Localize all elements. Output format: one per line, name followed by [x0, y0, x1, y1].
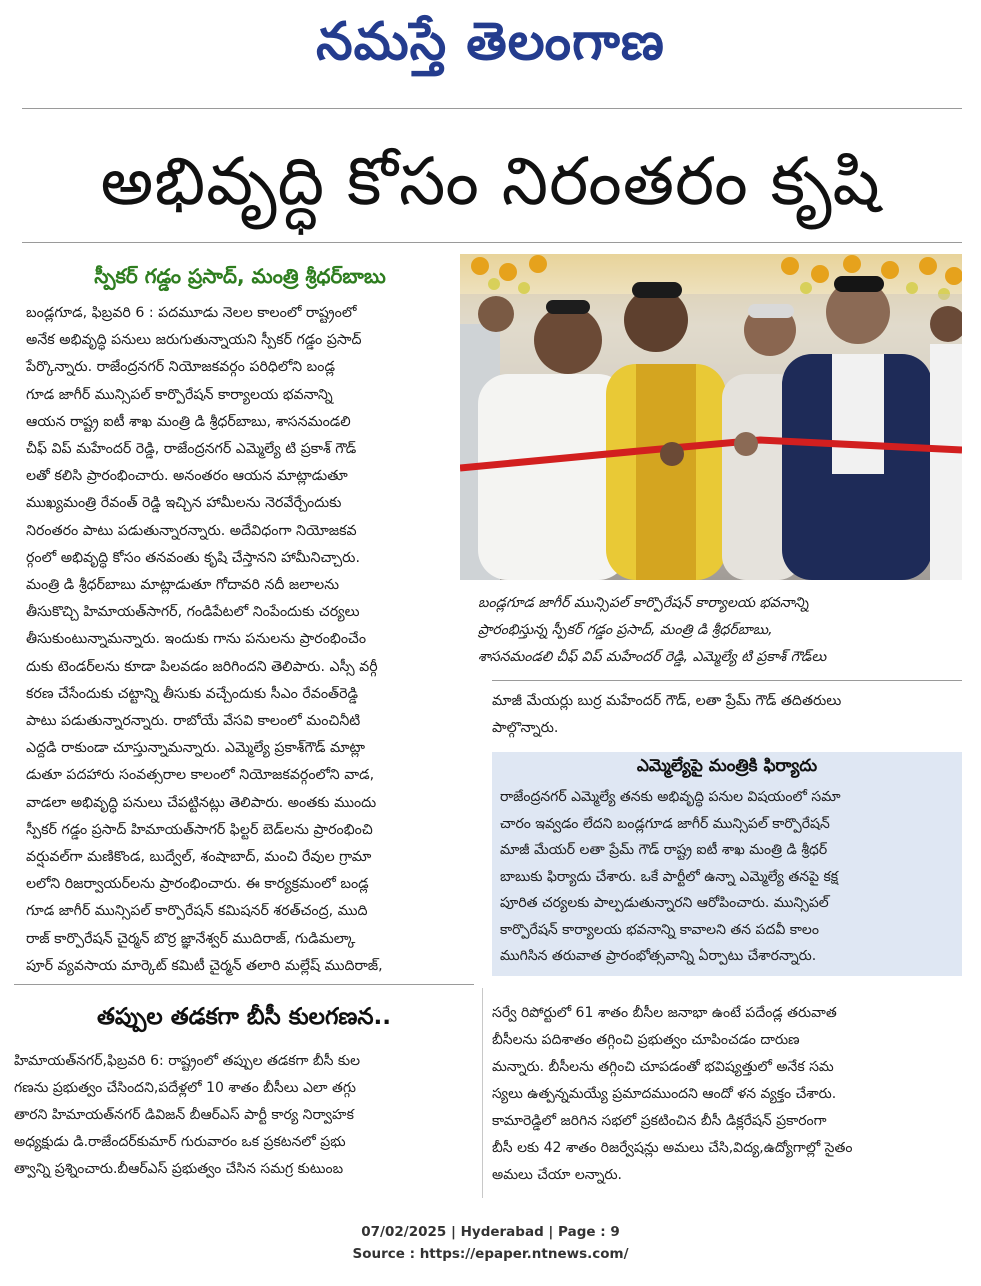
sidebox-line: రాజేంద్రనగర్ ఎమ్మెల్యే తనకు అభివృద్ధి పనుల విషయంలో సమా	[500, 789, 841, 805]
main-story-line: దుకు టెండర్‌లను కూడా పిలవడం జరిగిందని తెలిపారు. ఎస్సీ వర్గీ	[26, 658, 378, 675]
sidebox-line: కార్పొరేషన్ కార్యాలయ భవనాన్ని కావాలని తన పదవీ కాలం	[500, 921, 819, 938]
main-story-line: లతో కలిసి ప్రారంభించారు. అనంతరం ఆయన మాట్లాడుతూ	[26, 468, 348, 485]
main-story-line: ఆయన రాష్ట్ర ఐటీ శాఖ మంత్రి డి శ్రీధర్‌బాబు, శాసనమండలి	[26, 413, 351, 430]
story2-line: తారని హిమాయత్‌నగర్ డివిజన్ బీఆర్‌ఎస్ పార్టీ కార్య నిర్వాహక	[14, 1107, 354, 1123]
story-divider	[14, 984, 474, 985]
main-story-line: ముఖ్యమంత్రి రేవంత్ రెడ్డి ఇచ్చిన హామీలను నెరవేర్చేందుకు	[26, 495, 342, 512]
photo-caption-line: శాసనమండలి చీఫ్ విప్ మహేందర్ రెడ్డి, ఎమ్మెల్యే టి ప్రకాశ్ గౌడ్‌లు	[478, 649, 827, 665]
main-story-line: రాజ్ కార్పొరేషన్ చైర్మన్ బొర్ర జ్ఞానేశ్వర్ ముదిరాజ్, గుడిమల్కా	[26, 930, 356, 947]
footer-date-page: 07/02/2025 | Hyderabad | Page : 9	[361, 1224, 620, 1240]
story2-line: త్వాన్ని ప్రశ్నించారు.బీఆర్‌ఎస్ ప్రభుత్వం చేసిన సమగ్ర కుటుంబ	[14, 1161, 344, 1177]
story2-line: హిమాయత్‌నగర్,ఫిబ్రవరి 6: రాష్ట్రంలో తప్పుల తడకగా బీసీ కుల	[14, 1053, 360, 1069]
main-story-line: కరణ చేసేందుకు చట్టాన్ని తీసుకు వచ్చేందుకు సీఎం రేవంత్‌రెడ్డి	[26, 685, 359, 702]
footer-source: Source : https://epaper.ntnews.com/	[352, 1246, 629, 1262]
main-story-line: స్పీకర్ గడ్డం ప్రసాద్ హిమాయత్‌సాగర్ ఫిల్టర్ బెడ్‌లను ప్రారంభించి	[26, 821, 373, 838]
main-story-line: గూడ జాగీర్ మున్సిపల్ కార్పొరేషన్ కమిషనర్ శరత్‌చంద్ర, ముది	[26, 903, 368, 920]
main-story-line: డుతూ పదహారు సంవత్సరాల కాలంలో నియోజకవర్గంలోని వాడ,	[26, 767, 375, 784]
main-story-line: పేర్కొన్నారు. రాజేంద్రనగర్ నియోజకవర్గం పరిధిలోని బండ్ల	[26, 359, 335, 376]
ribbon-cutting-photo-icon	[460, 254, 962, 580]
main-story-line: ఎద్దడి రాకుండా చూస్తున్నామన్నారు. ఎమ్మెల్యే ప్రకాశ్‌గౌడ్ మాట్లా	[26, 740, 366, 757]
main-story-text	[26, 300, 460, 980]
main-story-line: అనేక అభివృద్ధి పనులు జరుగుతున్నాయని స్పీకర్ గడ్డం ప్రసాద్	[26, 332, 362, 349]
sidebox-text	[500, 784, 954, 970]
story2-left-text	[14, 1048, 476, 1183]
story2-line: గణను ప్రభుత్వం చేసిందని,పదేళ్లలో 10 శాతం బీసీలు ఎలా తగ్గు	[14, 1080, 356, 1096]
masthead-logo: నమస్తే తెలంగాణ	[316, 11, 665, 72]
story2-line: సర్వే రిపోర్టులో 61 శాతం బీసీల జనాభా ఉంటే పదేండ్ల తరువాత	[492, 1005, 837, 1021]
main-story-line: పూర్ వ్యవసాయ మార్కెట్ కమిటీ చైర్మన్ తలారి మల్లేష్ ముదిరాజ్,	[26, 957, 383, 974]
headline: అభివృద్ధి కోసం నిరంతరం కృషి	[100, 143, 881, 220]
main-story-line: మంత్రి డి శ్రీధర్‌బాబు మాట్లాడుతూ గోదావరి నదీ జలాలను	[26, 577, 340, 594]
column-divider	[482, 988, 483, 1198]
main-story-line: ర్గంలో అభివృద్ధి కోసం తనవంతు కృషి చేస్తానని హామీనిచ్చారు.	[26, 549, 360, 566]
sidebox-line: ముగిసిన తరువాత ప్రారంభోత్సవాన్ని ఏర్పాటు చేశారన్నారు.	[500, 948, 817, 964]
story2-line: అధ్యక్షుడు డి.రాజేందర్‌కుమార్ గురువారం ఒక ప్రకటనలో ప్రభు	[14, 1134, 346, 1150]
sidebox-line: చారం ఇవ్వడం లేదని బండ్లగూడ జాగీర్ మున్సిపల్ కార్పొరేషన్	[500, 815, 830, 832]
main-story-line: తీసుకొచ్చి హిమాయత్‌సాగర్, గండిపేటలో నింపేందుకు చర్యలు	[26, 604, 360, 621]
subheadline: స్పీకర్ గడ్డం ప్రసాద్, మంత్రి శ్రీధర్‌బాబు	[94, 264, 386, 288]
main-story-line: నిరంతరం పాటు పడుతున్నారన్నారు. అదేవిధంగా నియోజకవ	[26, 522, 357, 539]
main-story-line: బండ్లగూడ, ఫిబ్రవరి 6 : పదమూడు నెలల కాలంలో రాష్ట్రంలో	[26, 305, 357, 321]
story2-line: స్యలు ఉత్పన్నమయ్యే ప్రమాదముందని ఆందో ళన వ్యక్తం చేశారు.	[492, 1086, 837, 1102]
story2-line: కామారెడ్డిలో జరిగిన సభలో ప్రకటించిన బీసీ డిక్లరేషన్ ప్రకారంగా	[492, 1113, 827, 1129]
story2-line: అమలు చేయా లన్నారు.	[492, 1167, 623, 1183]
main-story-line: మాజీ మేయర్లు బుర్ర మహేందర్ గౌడ్, లతా ప్రేమ్ గౌడ్ తదితరులు	[492, 693, 842, 709]
main-story-line: లలోని రిజర్వాయర్‌లను ప్రారంభించారు. ఈ కార్యక్రమంలో బండ్ల	[26, 876, 369, 893]
main-story-line: వాడలా అభివృద్ధి పనులు చేపట్టినట్లు తెలిపారు. అంతకు ముందు	[26, 794, 377, 811]
story2-line: బీసీలను పదిశాతం తగ్గించి ప్రభుత్వం చూపించడం దారుణ	[492, 1032, 800, 1048]
main-story-line: తీసుకుంటున్నామన్నారు. ఇందుకు గాను పనులను ప్రారంభించేం	[26, 631, 367, 648]
sidebox-line: మాజీ మేయర్ లతా ప్రేమ్ గౌడ్ రాష్ట్ర ఐటీ శాఖ మంత్రి డి శ్రీధర్	[500, 842, 828, 858]
story2-headline: తప్పుల తడకగా బీసీ కులగణన..	[96, 1004, 391, 1030]
main-story-line: పాటు పడుతున్నారన్నారు. రాబోయే వేసవి కాలంలో మంచినీటి	[26, 713, 361, 730]
caption-divider	[492, 680, 962, 681]
photo-caption-line: బండ్లగూడ జాగీర్ మున్సిపల్ కార్పొరేషన్ కార్యాలయ భవనాన్ని	[478, 595, 809, 611]
main-story-line: వర్షువల్‌గా మణికొండ, బుద్వేల్, శంషాబాద్, మంచి రేవుల గ్రామా	[26, 849, 372, 866]
sidebox-line: బాబుకు ఫిర్యాదు చేశారు. ఒకే పార్టీలో ఉన్నా ఎమ్మెల్యే తనపై కక్ష	[500, 868, 839, 885]
masthead-divider	[22, 108, 962, 109]
photo-caption	[478, 590, 958, 671]
sidebox-title: ఎమ్మెల్యేపై మంత్రికి ఫిర్యాదు	[636, 756, 818, 776]
story2-line: బీసీ లకు 42 శాతం రిజర్వేషన్లు అమలు చేసి,విద్య,ఉద్యోగాల్లో సైతం	[492, 1140, 853, 1156]
news-photo	[460, 254, 962, 580]
main-story-line: పాల్గొన్నారు.	[492, 720, 559, 737]
sidebox-line: పూరిత చర్యలకు పాల్పడుతున్నారని ఆరోపించారు. మున్సిపల్	[500, 895, 829, 911]
photo-caption-line: ప్రారంభిస్తున్న స్పీకర్ గడ్డం ప్రసాద్, మంత్రి డి శ్రీధర్‌బాబు,	[478, 622, 773, 638]
headline-divider	[22, 242, 962, 243]
story2-line: మన్నారు. బీసీలను తగ్గించి చూపడంతో భవిష్యత్తులో అనేక సమ	[492, 1059, 834, 1075]
main-story-continuation	[492, 688, 962, 742]
main-story-line: గూడ జాగీర్ మున్సిపల్ కార్పొరేషన్ కార్యాలయ భవనాన్ని	[26, 386, 333, 403]
story2-right-text	[492, 1000, 962, 1189]
main-story-line: చీఫ్ విప్ మహేందర్ రెడ్డి, రాజేంద్రనగర్ ఎమ్మెల్యే టి ప్రకాశ్ గౌడ్	[26, 441, 357, 458]
